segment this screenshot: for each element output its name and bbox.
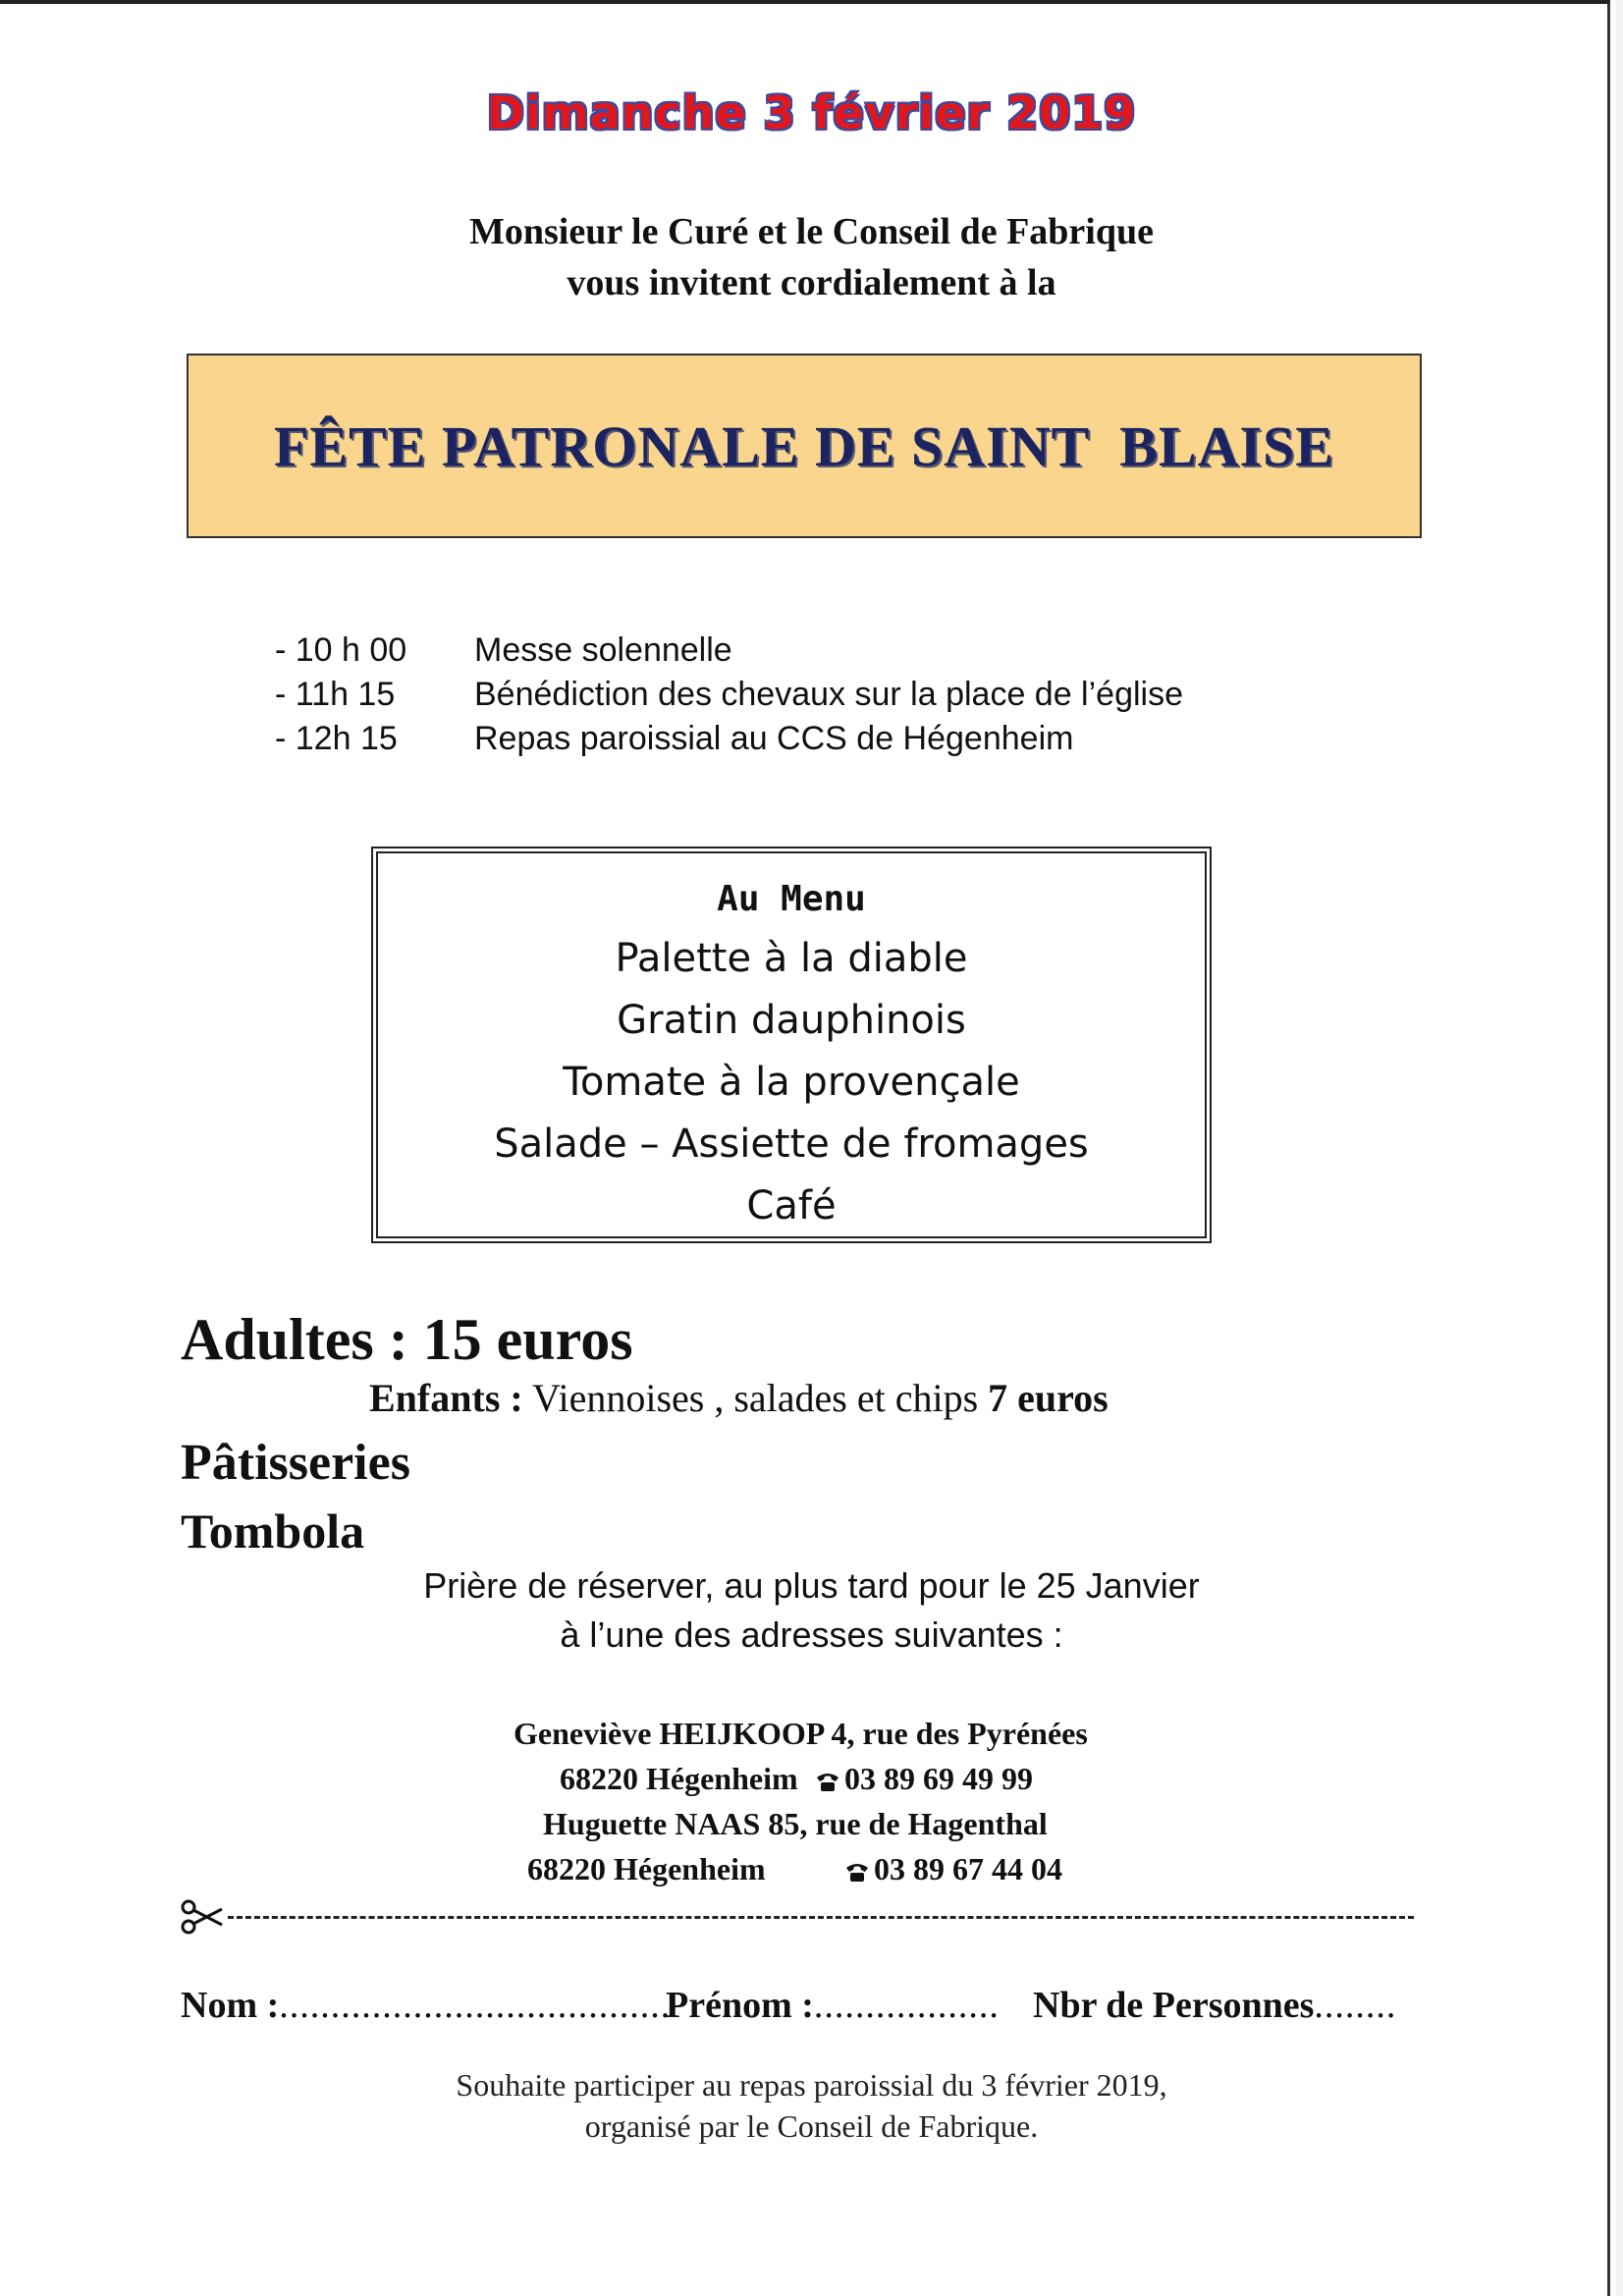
contact-2-phone-wrap xyxy=(844,1846,1062,1891)
reply-form xyxy=(181,1984,1428,2033)
cut-line xyxy=(181,1899,1414,1935)
child-amount: 7 euros xyxy=(988,1376,1109,1420)
contact-2-city: 68220 Hégenheim xyxy=(527,1851,766,1886)
menu-title: Au Menu xyxy=(717,879,866,919)
schedule-time: - 10 h 00 xyxy=(275,631,407,669)
schedule-time: - 11h 15 xyxy=(275,676,396,713)
nbr-field xyxy=(1033,1984,1396,2027)
event-title: FÊTE PATRONALE DE SAINT BLAISE xyxy=(273,413,1335,478)
prenom-dots: .................. xyxy=(813,1985,1000,2026)
contact-1-phone: 03 89 69 49 99 xyxy=(844,1761,1033,1796)
menu-item: Palette à la diable xyxy=(615,936,968,981)
menu-item: Gratin dauphinois xyxy=(617,998,966,1043)
nbr-label: Nbr de Personnes xyxy=(1033,1985,1315,2026)
contact-1-phone-wrap xyxy=(815,1756,1033,1801)
contact-1-city-row xyxy=(0,1756,1623,1801)
reservation-line-1: Prière de réserver, au plus tard pour le 25 Janvier xyxy=(423,1565,1200,1606)
child-price xyxy=(369,1375,1109,1421)
title-banner xyxy=(187,354,1422,538)
schedule-event: Messe solennelle xyxy=(474,631,732,669)
prenom-label: Prénom : xyxy=(666,1985,814,2026)
menu-inner-frame xyxy=(376,851,1207,1238)
reservation-line-2: à l’une des adresses suivantes : xyxy=(560,1614,1063,1655)
schedule-row xyxy=(275,673,1183,717)
invitation-text xyxy=(0,206,1623,308)
child-label: Enfants : xyxy=(369,1376,523,1420)
contact-2-name-row xyxy=(0,1801,1623,1846)
menu-item: Tomate à la provençale xyxy=(563,1060,1020,1105)
contact-2-city-row xyxy=(0,1846,1623,1891)
menu-item: Salade – Assiette de fromages xyxy=(494,1121,1089,1167)
tombola-label: Tombola xyxy=(181,1503,365,1558)
contact-1-city: 68220 Hégenheim xyxy=(560,1761,798,1796)
contact-1-name: Geneviève HEIJKOOP 4, rue des Pyrénées xyxy=(514,1716,1088,1751)
dashed-cut-line xyxy=(228,1916,1414,1919)
nbr-dots: ........ xyxy=(1314,1985,1397,2026)
prenom-field xyxy=(666,1984,1000,2027)
contacts xyxy=(0,1711,1623,1891)
schedule-row xyxy=(275,629,1183,673)
contact-1-name-row xyxy=(0,1711,1623,1756)
contact-2-phone: 03 89 67 44 04 xyxy=(874,1851,1062,1886)
footer-line-1: Souhaite participer au repas paroissial du 3 février 2019, xyxy=(456,2067,1167,2103)
nom-field xyxy=(181,1984,671,2027)
invite-line-1: Monsieur le Curé et le Conseil de Fabrique xyxy=(469,211,1154,252)
reservation-note xyxy=(0,1561,1623,1660)
scan-edge xyxy=(1616,0,1623,2296)
schedule-event: Bénédiction des chevaux sur la place de l’église xyxy=(474,676,1184,713)
child-menu: Viennoises , salades et chips xyxy=(522,1376,989,1420)
menu-item: Café xyxy=(746,1183,837,1229)
patisseries-label: Pâtisseries xyxy=(181,1435,410,1491)
invite-line-2: vous invitent cordialement à la xyxy=(567,262,1056,303)
footer-note xyxy=(0,2064,1623,2147)
contact-2-name: Huguette NAAS 85, rue de Hagenthal xyxy=(543,1806,1048,1841)
schedule-row xyxy=(275,717,1183,761)
phone-icon xyxy=(844,1862,870,1884)
nom-dots: ...................................... xyxy=(279,1985,672,2026)
nom-label: Nom : xyxy=(181,1985,280,2026)
phone-icon xyxy=(815,1772,840,1793)
menu-box xyxy=(371,847,1212,1243)
schedule-event: Repas paroissial au CCS de Hégenheim xyxy=(474,720,1074,757)
footer-line-2: organisé par le Conseil de Fabrique. xyxy=(584,2108,1039,2144)
schedule xyxy=(275,629,1183,761)
adult-price: Adultes : 15 euros xyxy=(181,1307,633,1372)
schedule-time: - 12h 15 xyxy=(275,720,398,757)
scissors-icon xyxy=(181,1899,224,1935)
event-date: Dimanche 3 février 2019 xyxy=(486,86,1137,139)
